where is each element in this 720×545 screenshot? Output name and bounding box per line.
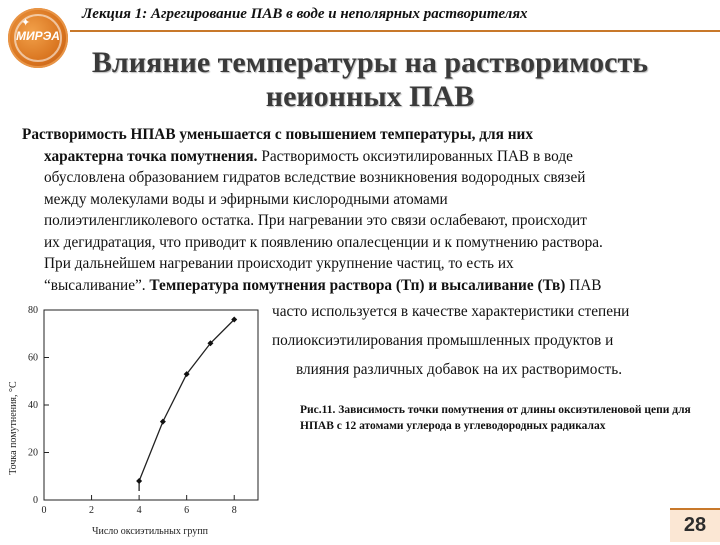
y-axis-label: Точка помутнения, °С <box>8 381 19 475</box>
y-tick-label: 0 <box>33 495 38 506</box>
side-text-2: полиоксиэтилирования промышленных продуктов и <box>272 332 614 349</box>
chart-axes <box>28 305 258 516</box>
body-line-7: При дальнейшем нагревании происходит укрупнение частиц, то есть их <box>44 255 514 272</box>
y-tick-label: 60 <box>28 352 38 364</box>
page-number: 28 <box>670 508 720 542</box>
x-axis-label: Число оксиэтильных групп <box>92 526 208 537</box>
body-line-8 <box>22 275 712 297</box>
slide-title-line-2: неионных ПАВ <box>265 80 475 113</box>
body-text <box>22 124 712 296</box>
header-bar <box>0 0 720 32</box>
body-line-6: их дегидратация, что приводит к появлению опалесценции и к помутнению раствора. <box>44 233 603 251</box>
body-line-2 <box>22 146 712 168</box>
x-tick-label: 6 <box>184 505 190 516</box>
data-point <box>160 419 166 425</box>
side-text-3: влияния различных добавок на их растворимость. <box>296 361 623 378</box>
data-point <box>136 478 142 484</box>
body-line-3: обусловлена образованием гидратов вследствие возникновения водородных связей <box>44 169 586 186</box>
plot-frame <box>44 310 258 500</box>
body-line-8-start: “высаливание”. <box>44 276 150 294</box>
body-line-1: Растворимость НПАВ уменьшается с повышением температуры, для них <box>22 126 533 143</box>
series-line <box>139 320 234 492</box>
cloud-point-chart <box>0 296 265 540</box>
y-tick-label: 40 <box>28 400 38 411</box>
body-line-4: между молекулами воды и эфирными кислородными атомами <box>44 190 448 208</box>
body-line-8-end: ПАВ <box>565 276 602 294</box>
y-tick-label: 80 <box>28 305 38 316</box>
slide-title-line-1: Влияние температуры на растворимость <box>91 46 649 79</box>
slide-title <box>60 46 680 114</box>
lecture-title: Лекция 1: Агрегирование ПАВ в воде и неполярных растворителях <box>82 6 528 22</box>
x-tick-label: 4 <box>136 505 142 516</box>
logo-text: МИРЭА <box>16 29 60 43</box>
body-line-2-rest: Растворимость оксиэтилированных ПАВ в воде <box>257 147 573 165</box>
side-text-1: часто используется в качестве характеристики степени <box>272 303 630 320</box>
y-tick-label: 20 <box>28 447 38 459</box>
body-line-8-bold: Температура помутнения раствора (Тп) и высаливание (Тв) <box>149 276 566 294</box>
star-icon: ✦ <box>21 17 31 29</box>
figure-caption: Рис.11. Зависимость точки помутнения от длины оксиэтиленовой цепи для НПАВ с 12 атомами углерода в углеводородных радикалах <box>300 404 691 432</box>
chart-svg <box>0 296 265 540</box>
mirea-logo <box>8 8 68 68</box>
x-tick-label: 2 <box>89 505 95 516</box>
x-tick-label: 0 <box>41 505 47 516</box>
body-line-2-bold: характерна точка помутнения. <box>44 147 258 165</box>
header-divider <box>70 30 720 32</box>
x-tick-label: 8 <box>231 505 237 516</box>
body-line-5: полиэтиленгликолевого остатка. При нагревании это связи ослабевают, происходит <box>44 212 587 229</box>
